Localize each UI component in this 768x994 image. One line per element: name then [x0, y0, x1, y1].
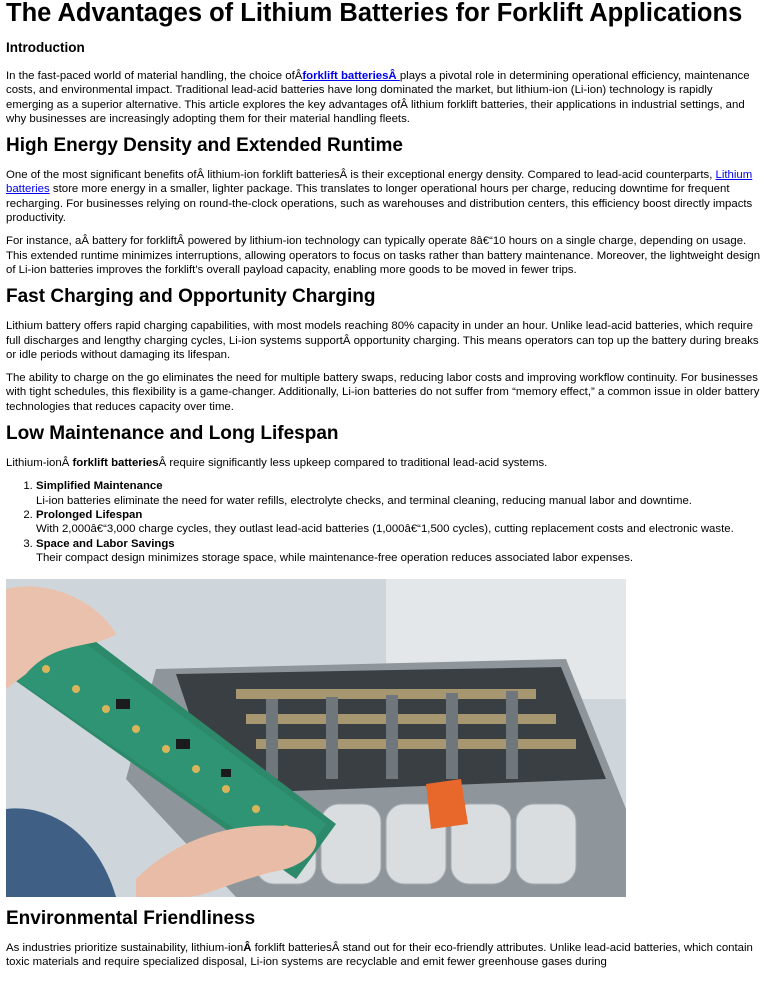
intro-heading: Introduction	[6, 40, 85, 55]
forklift-batteries-link[interactable]: forklift batteriesÂ	[302, 70, 400, 82]
battery-photo-illustration	[6, 579, 626, 897]
fast-charging-paragraph-1: Lithium battery offers rapid charging capabilities, with most models reaching 80% capacity in under an hour. Unlike lead-acid batteries, which require full discharges and lengthy charging cycles, Li-ion systems supportÂ opportunity charging. This means operators can top up the battery during breaks or idle periods without damaging its lifespan.	[6, 320, 759, 361]
section-heading-maintenance: Low Maintenance and Long Lifespan	[6, 423, 339, 445]
maintenance-intro: Lithium-ionÂ forklift batteriesÂ require significantly less upkeep compared to traditional lead-acid systems.	[6, 457, 548, 470]
battery-circuit-board-photo	[6, 579, 626, 897]
energy-density-paragraph-1: One of the most significant benefits ofÂ lithium-ion forklift batteriesÂ is their exceptional energy density. Compared to lead-acid counterparts, Lithium batteries store more energy in a smaller, lighter package. This translates to longer operational hours per charge, reducing downtime for frequent recharging. For businesses relying on round-the-clock operations, such as warehouses and distribution centers, this efficiency boost directly impacts productivity.	[6, 169, 753, 225]
list-item: 3. Space and Labor Savings Their compact design minimizes storage space, while maintenance-free operation reduces associated labor expenses.	[36, 537, 762, 566]
section-heading-fast-charging: Fast Charging and Opportunity Charging	[6, 286, 376, 308]
environmental-paragraph: As industries prioritize sustainability, lithium-ionÂ forklift batteriesÂ stand out for their eco-friendly attributes. Unlike lead-acid batteries, which contain toxic materials and require specialized disposal, Li-ion systems are recyclable and emit fewer greenhouse gases during	[6, 942, 753, 969]
list-item: 2. Prolonged Lifespan With 2,000â€“3,000 charge cycles, they outlast lead-acid batteries (1,000â€“1,500 cycles), cutting replacement costs and electronic waste.	[36, 508, 762, 537]
section-heading-energy-density: High Energy Density and Extended Runtime	[6, 135, 403, 157]
energy-density-paragraph-2: For instance, aÂ battery for forkliftÂ powered by lithium-ion technology can typically operate 8â€“10 hours on a single charge, depending on usage. This extended runtime minimizes interruptions, allowing operators to focus on tasks rather than battery maintenance. Moreover, the lightweight design of Li-ion batteries improves the forklift’s overall payload capacity, enabling more goods to be moved in fewer trips.	[6, 235, 761, 276]
fast-charging-paragraph-2: The ability to charge on the go eliminates the need for multiple battery swaps, reducing labor costs and improving workflow continuity. For businesses with tight schedules, this flexibility is a game-changer. Additionally, Li-ion batteries do not suffer from “memory effect,” a common issue in older battery technologies that reduces capacity over time.	[6, 372, 760, 413]
intro-paragraph: In the fast-paced world of material handling, the choice ofÂforklift batteriesÂ plays a pivotal role in determining operational efficiency, maintenance costs, and environmental impact. Traditional lead-acid batteries have long dominated the market, but lithium-ion (Li-ion) technology is rapidly emerging as a superior alternative. This article explores the key advantages ofÂ lithium forklift batteries, their applications in industrial settings, and why businesses are increasingly adopting them for their material handling fleets.	[6, 70, 750, 125]
list-item: 1. Simplified Maintenance Li-ion batteries eliminate the need for water refills, electrolyte checks, and terminal cleaning, reducing manual labor and downtime.	[36, 479, 762, 508]
maintenance-list	[6, 479, 762, 565]
section-heading-environmental: Environmental Friendliness	[6, 908, 256, 930]
lithium-batteries-link[interactable]: Lithium batteries	[6, 169, 753, 196]
page-title: The Advantages of Lithium Batteries for Forklift Applications	[6, 0, 743, 27]
